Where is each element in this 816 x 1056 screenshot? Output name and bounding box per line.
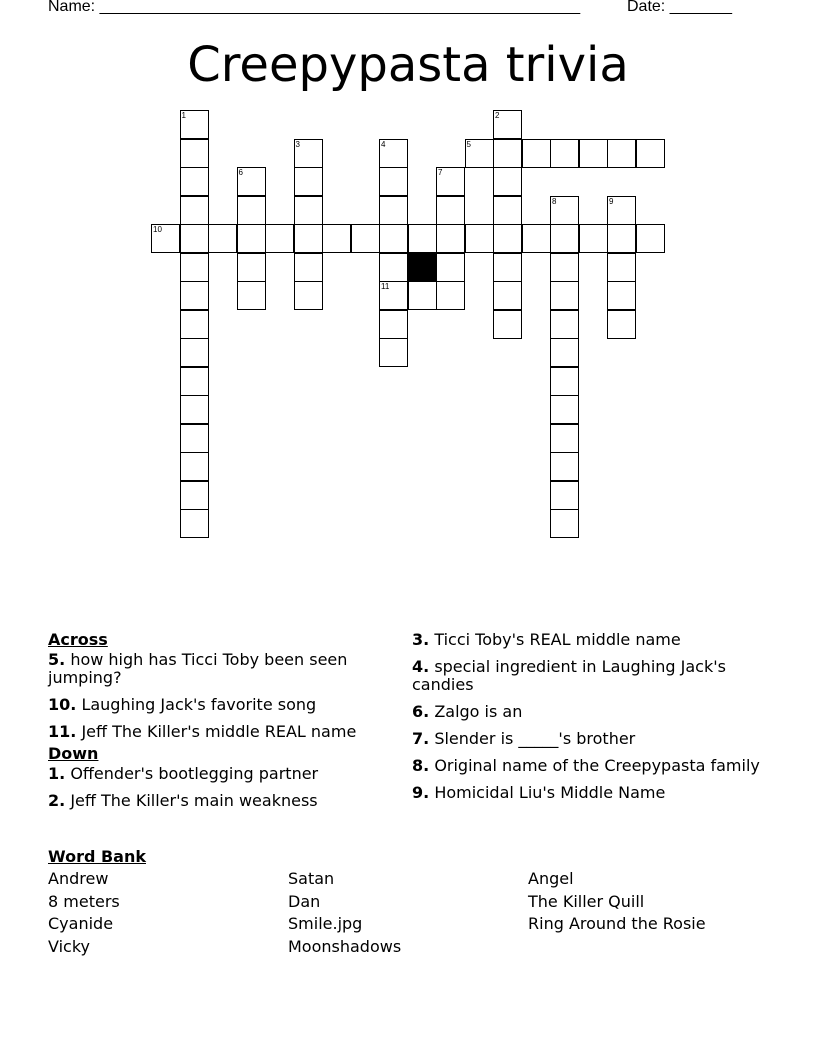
word-bank-column bbox=[528, 868, 706, 936]
word-bank-item: Andrew bbox=[48, 869, 109, 888]
clue-number: 4. bbox=[412, 657, 430, 676]
grid-cell[interactable] bbox=[408, 224, 437, 253]
grid-cell[interactable] bbox=[522, 139, 551, 168]
grid-cell[interactable] bbox=[493, 224, 522, 253]
grid-cell[interactable] bbox=[550, 509, 579, 538]
clue-across-11 bbox=[48, 723, 400, 741]
grid-cell[interactable] bbox=[550, 253, 579, 282]
clue-down-2 bbox=[48, 792, 400, 810]
grid-cell[interactable] bbox=[408, 281, 437, 310]
grid-cell[interactable] bbox=[294, 281, 323, 310]
clue-text: Jeff The Killer's middle REAL name bbox=[81, 722, 357, 741]
clue-across-5 bbox=[48, 651, 400, 687]
grid-cell[interactable] bbox=[465, 139, 494, 168]
grid-cell[interactable] bbox=[379, 253, 408, 282]
clue-down-6 bbox=[412, 703, 764, 721]
word-bank-column bbox=[48, 868, 120, 958]
clue-number-label: 1 bbox=[181, 111, 186, 120]
grid-cell[interactable] bbox=[379, 310, 408, 339]
grid-cell[interactable] bbox=[522, 224, 551, 253]
word-bank-columns bbox=[48, 868, 768, 968]
grid-cell[interactable] bbox=[237, 281, 266, 310]
word-bank-item: Vicky bbox=[48, 936, 90, 956]
grid-cell[interactable] bbox=[237, 224, 266, 253]
clue-down-4 bbox=[412, 658, 764, 694]
grid-cell[interactable] bbox=[493, 281, 522, 310]
grid-cell[interactable] bbox=[180, 424, 209, 453]
grid-cell[interactable] bbox=[550, 481, 579, 510]
grid-cell[interactable] bbox=[180, 395, 209, 424]
grid-cell[interactable] bbox=[579, 224, 608, 253]
clue-number-label: 3 bbox=[295, 139, 300, 149]
word-bank-item: The Killer Quill bbox=[528, 891, 645, 911]
grid-cell[interactable] bbox=[436, 281, 465, 310]
grid-cell[interactable] bbox=[180, 224, 209, 253]
word-bank-item: Smile.jpg bbox=[288, 914, 363, 933]
grid-cell[interactable] bbox=[436, 167, 465, 196]
grid-cell[interactable] bbox=[550, 452, 579, 481]
grid-cell[interactable] bbox=[550, 424, 579, 453]
grid-cell[interactable] bbox=[322, 224, 351, 253]
grid-cell[interactable] bbox=[294, 253, 323, 282]
grid-cell[interactable] bbox=[607, 139, 636, 168]
grid-cell[interactable] bbox=[180, 367, 209, 396]
grid-cell[interactable] bbox=[493, 196, 522, 225]
grid-cell[interactable] bbox=[465, 224, 494, 253]
grid-cell[interactable] bbox=[379, 281, 408, 310]
grid-cell[interactable] bbox=[493, 310, 522, 339]
grid-cell[interactable] bbox=[493, 110, 522, 139]
grid-cell[interactable] bbox=[237, 167, 266, 196]
grid-cell[interactable] bbox=[351, 224, 380, 253]
grid-cell[interactable] bbox=[294, 224, 323, 253]
grid-cell[interactable] bbox=[550, 139, 579, 168]
grid-cell[interactable] bbox=[607, 310, 636, 339]
grid-cell[interactable] bbox=[550, 224, 579, 253]
grid-cell[interactable] bbox=[436, 253, 465, 282]
clue-number-label: 9 bbox=[609, 196, 614, 206]
clue-number: 2. bbox=[48, 791, 66, 810]
grid-cell[interactable] bbox=[550, 367, 579, 396]
date-field[interactable]: Date: _______ bbox=[627, 0, 732, 15]
grid-cell[interactable] bbox=[180, 338, 209, 367]
clue-number-label: 6 bbox=[238, 168, 243, 177]
grid-cell[interactable] bbox=[208, 224, 237, 253]
grid-cell[interactable] bbox=[180, 310, 209, 339]
name-field[interactable]: Name: ______________________________________________________ bbox=[48, 0, 581, 15]
word-bank-heading: Word Bank bbox=[48, 847, 147, 866]
clue-down-3 bbox=[412, 631, 764, 649]
grid-cell[interactable] bbox=[636, 224, 665, 253]
clue-text: how high has Ticci Toby been seen jumping? bbox=[48, 650, 348, 687]
grid-cell[interactable] bbox=[579, 139, 608, 168]
clue-number: 10. bbox=[48, 695, 77, 714]
grid-cell[interactable] bbox=[379, 338, 408, 367]
clue-number-label: 8 bbox=[552, 196, 557, 206]
grid-cell[interactable] bbox=[237, 253, 266, 282]
grid-cell[interactable] bbox=[550, 395, 579, 424]
clue-text: special ingredient in Laughing Jack's candies bbox=[412, 657, 726, 694]
clue-down-9 bbox=[412, 784, 764, 802]
grid-cell[interactable] bbox=[550, 281, 579, 310]
clue-text: Homicidal Liu's Middle Name bbox=[434, 783, 666, 802]
clue-number-label: 10 bbox=[153, 225, 162, 234]
clue-number-label: 4 bbox=[381, 139, 386, 149]
grid-cell[interactable] bbox=[180, 167, 209, 196]
grid-cell[interactable] bbox=[607, 224, 636, 253]
word-bank-item: 8 meters bbox=[48, 891, 120, 911]
across-heading: Across bbox=[48, 630, 108, 649]
clue-number: 11. bbox=[48, 722, 77, 741]
clue-text: Jeff The Killer's main weakness bbox=[70, 791, 318, 810]
grid-block bbox=[408, 253, 437, 282]
clue-text: Slender is _____'s brother bbox=[434, 729, 636, 748]
clue-text: Zalgo is an bbox=[434, 702, 523, 721]
word-bank-item: Cyanide bbox=[48, 914, 114, 933]
grid-cell[interactable] bbox=[294, 196, 323, 225]
word-bank-item: Angel bbox=[528, 869, 574, 888]
grid-cell[interactable] bbox=[151, 224, 180, 253]
grid-cell[interactable] bbox=[379, 196, 408, 225]
clue-across-10 bbox=[48, 696, 400, 714]
clue-number: 1. bbox=[48, 764, 66, 783]
grid-cell[interactable] bbox=[180, 509, 209, 538]
grid-cell[interactable] bbox=[607, 253, 636, 282]
page-title: Creepypasta trivia bbox=[187, 37, 629, 93]
clue-text: Ticci Toby's REAL middle name bbox=[434, 630, 681, 649]
grid-cell[interactable] bbox=[294, 167, 323, 196]
grid-cell[interactable] bbox=[180, 452, 209, 481]
grid-cell[interactable] bbox=[379, 167, 408, 196]
clue-number-label: 2 bbox=[495, 111, 500, 120]
clue-number-label: 11 bbox=[381, 282, 390, 291]
clue-number: 8. bbox=[412, 756, 430, 775]
grid-cell[interactable] bbox=[294, 139, 323, 168]
clues-right-column bbox=[412, 631, 764, 811]
grid-cell[interactable] bbox=[237, 196, 266, 225]
grid-cell[interactable] bbox=[379, 139, 408, 168]
clue-number: 6. bbox=[412, 702, 430, 721]
grid-cell[interactable] bbox=[436, 224, 465, 253]
grid-cell[interactable] bbox=[180, 253, 209, 282]
clues-left-column bbox=[48, 631, 400, 819]
grid-cell[interactable] bbox=[607, 196, 636, 225]
word-bank-item: Moonshadows bbox=[288, 936, 402, 956]
grid-cell[interactable] bbox=[550, 310, 579, 339]
clue-number: 3. bbox=[412, 630, 430, 649]
clue-down-1 bbox=[48, 765, 400, 783]
grid-cell[interactable] bbox=[180, 139, 209, 168]
clue-down-7 bbox=[412, 730, 764, 748]
grid-cell[interactable] bbox=[436, 196, 465, 225]
grid-cell[interactable] bbox=[607, 281, 636, 310]
grid-cell[interactable] bbox=[180, 481, 209, 510]
word-bank-column bbox=[288, 868, 401, 958]
clue-number-label: 5 bbox=[466, 139, 471, 149]
clue-number: 7. bbox=[412, 729, 430, 748]
grid-cell[interactable] bbox=[379, 224, 408, 253]
clue-number-label: 7 bbox=[438, 168, 443, 177]
grid-cell[interactable] bbox=[265, 224, 294, 253]
word-bank-item: Ring Around the Rosie bbox=[528, 914, 706, 933]
clue-text: Offender's bootlegging partner bbox=[70, 764, 319, 783]
clue-number: 9. bbox=[412, 783, 430, 802]
grid-cell[interactable] bbox=[636, 139, 665, 168]
down-heading: Down bbox=[48, 744, 99, 763]
grid-cell[interactable] bbox=[550, 196, 579, 225]
grid-cell[interactable] bbox=[180, 281, 209, 310]
word-bank-item: Dan bbox=[288, 891, 321, 911]
clue-text: Original name of the Creepypasta family bbox=[434, 756, 760, 775]
word-bank bbox=[48, 846, 768, 968]
grid-cell[interactable] bbox=[180, 110, 209, 139]
word-bank-item: Satan bbox=[288, 869, 335, 888]
grid-cell[interactable] bbox=[493, 139, 522, 168]
grid-cell[interactable] bbox=[180, 196, 209, 225]
grid-cell[interactable] bbox=[550, 338, 579, 367]
clue-down-8 bbox=[412, 757, 764, 775]
clue-text: Laughing Jack's favorite song bbox=[81, 695, 317, 714]
clue-number: 5. bbox=[48, 650, 66, 669]
grid-cell[interactable] bbox=[493, 167, 522, 196]
grid-cell[interactable] bbox=[493, 253, 522, 282]
